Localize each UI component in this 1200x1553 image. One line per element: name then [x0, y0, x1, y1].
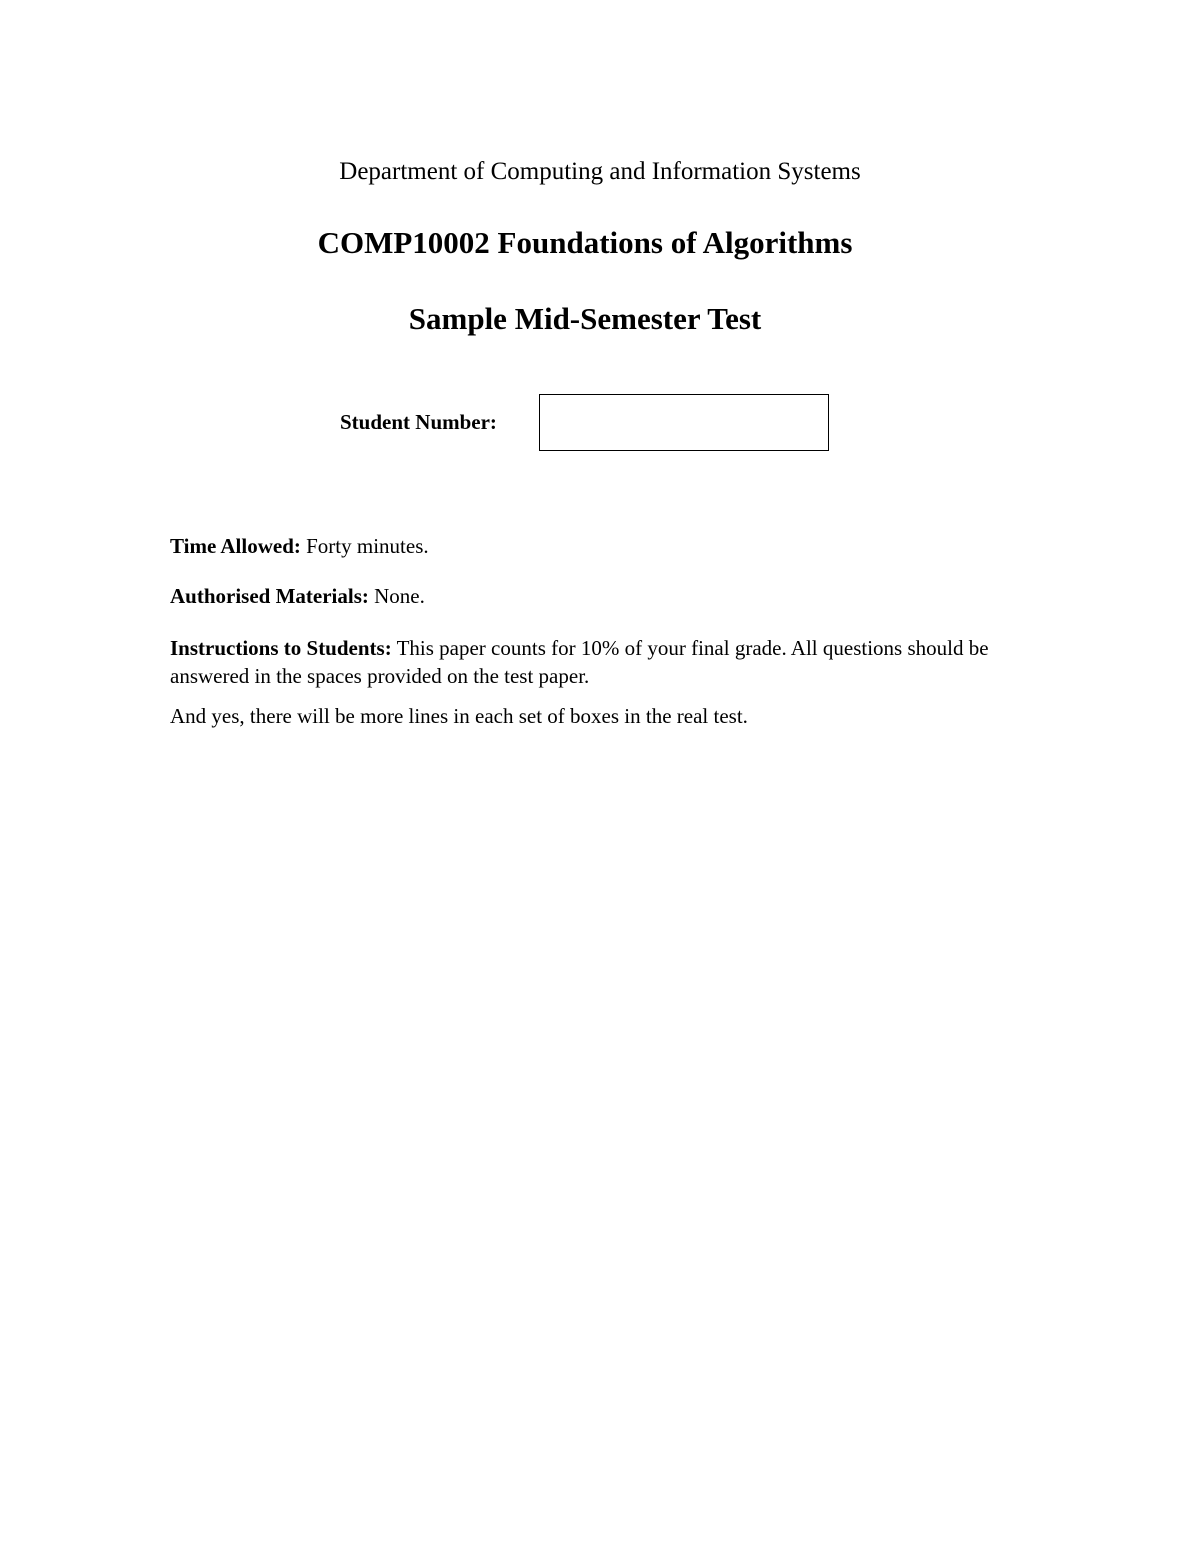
- authorised-materials-line: [170, 582, 1020, 610]
- instructions-label: Instructions to Students:: [170, 636, 392, 660]
- department-name: Department of Computing and Information Systems: [339, 158, 861, 185]
- instructions-text: This paper counts for 10% of your final grade. All questions should be answered in the spaces provided on the test paper.: [170, 636, 989, 688]
- instructions-paragraph: [170, 634, 1020, 690]
- student-number-label: Student Number:: [340, 410, 497, 434]
- test-title: Sample Mid-Semester Test: [408, 301, 762, 336]
- authorised-materials-label: Authorised Materials:: [170, 584, 369, 608]
- time-allowed-line: [170, 532, 1020, 560]
- time-allowed-value: Forty minutes.: [306, 534, 429, 558]
- course-title: COMP10002 Foundations of Algorithms: [317, 225, 853, 260]
- extra-note: And yes, there will be more lines in each set of boxes in the real test.: [170, 704, 748, 728]
- student-number-field[interactable]: [539, 394, 829, 451]
- authorised-materials-value: None.: [374, 584, 425, 608]
- time-allowed-label: Time Allowed:: [170, 534, 301, 558]
